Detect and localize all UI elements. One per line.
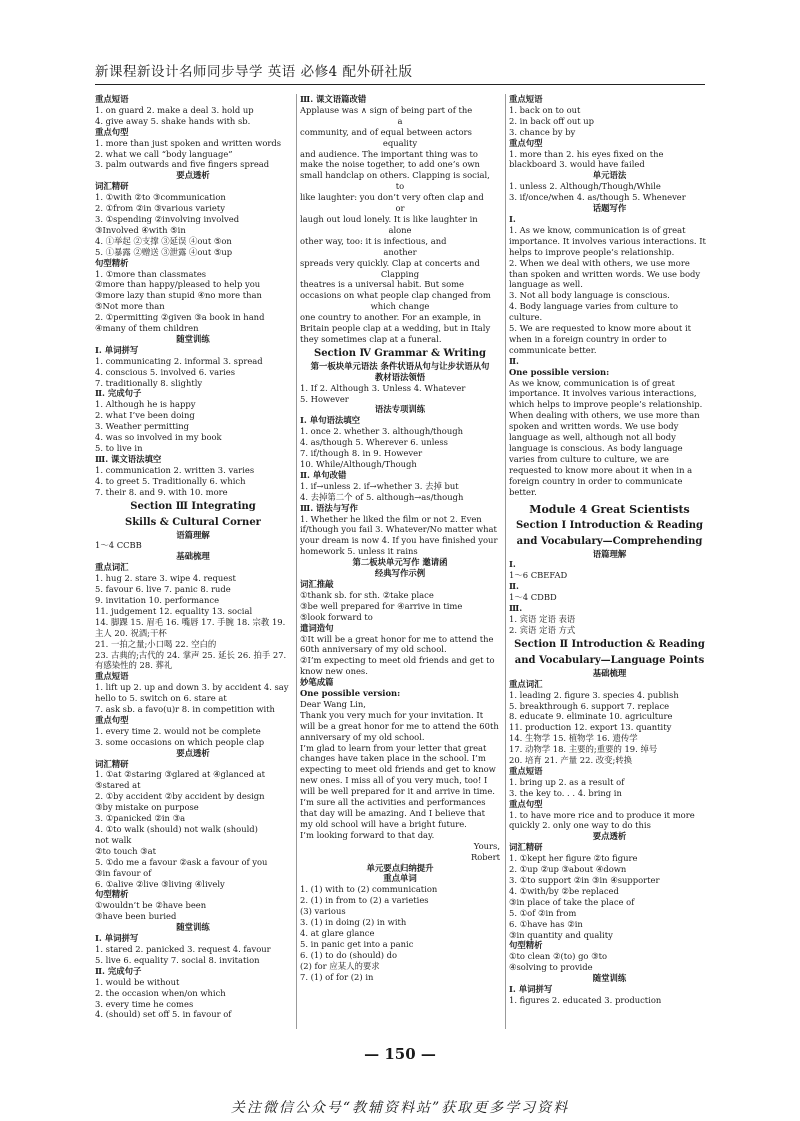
col2-line: ②I’m expecting to meet old friends and get to know new ones. (300, 655, 495, 677)
col2-line: 1. (1) with to (2) communication (300, 884, 438, 895)
col3-line: 8. educate 9. eliminate 10. agriculture (509, 711, 673, 722)
col3-line: 4. Body language varies from culture to culture. (509, 301, 679, 323)
col1-line: 1. communication 2. written 3. varies (95, 464, 255, 475)
col2-line: theatres is a universal habit. But some occasions on what people clap changed from (300, 279, 491, 301)
col3-line: 2. 宾语 定语 方式 (509, 624, 576, 635)
col1-line: 1. ①with ②to ③communication (95, 192, 226, 203)
col2-line: like laughter: you don’t very often clap and (300, 192, 484, 203)
col2-line: 第二板块单元写作 邀请函 (352, 557, 448, 568)
col2-line: 2. (1) in from to (2) a varieties (300, 895, 429, 906)
col3-line: 3. chance by by (509, 126, 576, 137)
col3-line: 3. if/once/when 4. as/though 5. Whenever (509, 192, 686, 203)
col2-line: 单元要点归纳提升 (366, 862, 434, 873)
col1-line: ③Involved ④with ⑤in (95, 224, 186, 235)
header-title: 新课程新设计名师同步导学 英语 必修4 配外研社版 (95, 64, 413, 80)
col3-line: and Vocabulary—Comprehending (516, 535, 703, 547)
col3-line: 1～4 CDBD (509, 592, 557, 603)
col2-line: spreads very quickly. Clap at concerts and (300, 257, 480, 268)
col1-line: 1～4 CCBB (95, 540, 142, 551)
col1-line: 5. live 6. equality 7. social 8. invitation (95, 954, 260, 965)
col3-line: 14. 生物学 15. 植物学 16. 遗传学 (509, 733, 638, 744)
col1-line: 词汇精研 (95, 181, 129, 192)
col1-line: Skills & Cultural Corner (125, 516, 261, 528)
col2-line: 1. if→unless 2. if→whether 3. 去掉 but (300, 480, 459, 491)
col3-line: 单元语法 (592, 170, 627, 181)
col2-line: a (397, 115, 403, 126)
col1-line: 3. ①spending ②involving involved (95, 213, 240, 224)
col3-line: 1. As we know, communication is of great importance. It involves various interactions. It helps to improve people’s relationship. (509, 224, 706, 257)
col2-line: One possible version: (300, 688, 401, 699)
col2-line: one country to another. For an example, in Britain people clap at a wedding, but in Italy they sometimes clap at a funeral. (300, 312, 491, 344)
col1-line: 2. what we call “body language” (95, 148, 233, 159)
col2-line: Ⅱ. 单句改错 (300, 469, 347, 480)
col3-line: and Vocabulary—Language Points (514, 654, 705, 666)
col2-line: 7. (1) of for (2) in (300, 971, 374, 982)
col2-line: 遣词造句 (300, 622, 334, 633)
col1-line: 句型精析 (95, 257, 129, 268)
col2-line: Robert (470, 851, 500, 862)
col1-line: 1. hug 2. stare 3. wipe 4. request (95, 573, 236, 584)
col3-line: Module 4 Great Scientists (529, 502, 690, 516)
col3-line: 1. ①kept her figure ②to figure (509, 853, 638, 864)
col2-line: equality (382, 137, 418, 148)
column-divider-2 (505, 94, 506, 1029)
col3-line: 重点句型 (509, 137, 543, 148)
col3-line: ③in place of take the place of (509, 896, 635, 907)
col2-line: alone (388, 224, 412, 235)
col2-line: Thank you very much for your invitation. It will be a great honor for me to attend the 60th anniversary of my old school. (300, 709, 499, 742)
col2-line: community, and of equal between actors (300, 126, 472, 137)
col1-line: 3. some occasions on which people clap (95, 736, 265, 747)
col1-line: ③in favour of (95, 867, 152, 878)
col3-line: 1. figures 2. educated 3. production (509, 994, 662, 1005)
col1-line: 11. judgement 12. equality 13. social (95, 605, 253, 616)
col1-line: ③have been buried (95, 911, 177, 922)
footer-note: 关注微信公众号“教辅资料站”获取更多学习资料 (230, 1100, 570, 1116)
col3-line: 5. breakthrough 6. support 7. replace (509, 700, 670, 711)
col2-line: ⑤look forward to (300, 611, 373, 622)
col1-line: 23. 古典的;古代的 24. 掌声 25. 延长 26. 拍手 27. 有感染性的 28. 葬礼 (95, 649, 287, 671)
col1-line: Ⅱ. 完成句子 (95, 965, 142, 976)
col1-line: 6. ①alive ②live ③living ④lively (95, 878, 225, 889)
col1-line: 2. the occasion when/on which (95, 987, 226, 998)
col2-line: 1. Whether he liked the film or not 2. Even if/though you fail 3. Whatever/No matter what your dream is now 4. If you have finished your homework 5. unless it rains (300, 513, 498, 557)
col3-line: 重点短语 (509, 765, 543, 776)
col2-line: laugh out loud lonely. It is like laughter in (300, 213, 478, 224)
col3-line: 17. 动物学 18. 主要的;重要的 19. 绰号 (509, 744, 658, 755)
col3-line: One possible version: (509, 366, 610, 377)
col1-line: not walk (95, 834, 132, 845)
col1-line: 1. on guard 2. make a deal 3. hold up (95, 104, 254, 115)
col2-line: 语法专项训练 (374, 404, 426, 415)
col3-line: 随堂训练 (592, 973, 627, 984)
col1-line: 随堂训练 (176, 333, 210, 344)
col1-line: ⑤Not more than (95, 301, 165, 312)
col1-line: Ⅰ. 单词拼写 (95, 933, 139, 944)
col1-line: 重点短语 (95, 671, 129, 682)
col1-line: 2. ①permitting ②given ③a book in hand (95, 312, 265, 323)
col1-line: 词汇精研 (95, 758, 129, 769)
page-header (95, 62, 705, 85)
col2-line: and audience. The important thing was to make the noise together, to add one’s own small handclap on others. Clapping is social, (300, 148, 490, 181)
column-right (509, 94, 710, 1044)
col2-line: 4. at glare glance (300, 927, 375, 938)
col1-line: ④many of them children (95, 323, 199, 334)
col2-line: another (383, 246, 417, 257)
col3-line: ④solving to provide (509, 962, 593, 973)
col1-line: 重点句型 (95, 714, 129, 725)
col2-line: which change (370, 301, 430, 312)
col3-line: 4. ①with/by ②be replaced (509, 885, 619, 896)
col3-line: 1. bring up 2. as a result of (509, 776, 625, 787)
col1-line: ③more lazy than stupid ④no more than (95, 290, 262, 301)
col1-line: 4. (should) set off 5. in favour of (95, 1009, 232, 1020)
col2-line: 经典写作示例 (374, 568, 426, 579)
col3-line: 3. the key to. . . 4. bring in (509, 787, 622, 798)
col3-line: 1. unless 2. Although/Though/While (509, 181, 661, 192)
col1-line: 1. every time 2. would not be complete (95, 725, 261, 736)
col3-line: 语篇理解 (592, 548, 627, 559)
col3-line: 句型精析 (509, 940, 543, 951)
col3-line: ①to clean ②(to) go ③to (509, 951, 608, 962)
col2-line: 6. (1) to do (should) do (300, 949, 398, 960)
col1-line: 2. ①by accident ②by accident by design (95, 791, 265, 802)
col2-line: Ⅲ. 课文语篇改错 (300, 94, 367, 104)
col1-line: 7. traditionally 8. slightly (95, 377, 203, 388)
col2-line: ①It will be a great honor for me to attend the 60th anniversary of my old school. (300, 633, 494, 655)
col2-line: (2) for 应某人的要求 (300, 960, 380, 971)
col3-line: 2. in back off out up (509, 115, 595, 126)
col3-line: ③in quantity and quality (509, 929, 613, 940)
col2-line: I’m looking forward to that day. (300, 829, 435, 840)
col3-line: 5. ①of ②in from (509, 907, 577, 918)
col1-line: 1. ①at ②staring ③glared at ④glanced at (95, 769, 265, 780)
col1-line: 5. to live in (95, 443, 143, 453)
col2-line: 重点单词 (383, 873, 417, 884)
col1-line: 要点透析 (176, 747, 210, 758)
column-left (95, 94, 291, 1044)
col1-line: 重点句型 (95, 126, 129, 137)
col1-line: 21. 一拍之量;小口喝 22. 空白的 (95, 638, 217, 649)
col2-line: Ⅰ. 单句语法填空 (300, 415, 360, 426)
col3-line: 11. production 12. export 13. quantity (509, 722, 672, 733)
col2-line: other way, too: it is infectious, and (300, 235, 447, 246)
col1-line: 14. 脚踝 15. 眉毛 16. 嘴唇 17. 手腕 18. 宗教 19. 主人 20. 祝酒;干杯 (95, 616, 286, 638)
col1-line: 3. ①panicked ②in ③a (95, 813, 186, 824)
col3-line: 1. to have more rice and to produce it more quickly 2. only one way to do this (509, 809, 695, 831)
col1-line: 4. give away 5. shake hands with sb. (95, 115, 251, 126)
col2-line: 词汇推敲 (300, 578, 334, 589)
col1-line: 随堂训练 (176, 922, 210, 933)
column-middle (300, 94, 500, 1044)
col1-line: 重点短语 (95, 94, 129, 104)
col2-line: to (395, 181, 405, 192)
col3-line: 重点句型 (509, 798, 543, 809)
page-number: — 150 — (364, 1045, 436, 1063)
col2-line: 10. While/Although/Though (300, 459, 417, 469)
col2-line: 4. as/though 5. Wherever 6. unless (300, 437, 448, 448)
col3-line: 5. We are requested to know more about it when in a foreign country in order to communicate better. (509, 323, 692, 355)
col1-line: 基础梳理 (176, 551, 210, 562)
col1-line: 4. to greet 5. Traditionally 6. which (95, 475, 246, 486)
col2-line: Ⅲ. 语法与写作 (300, 502, 358, 513)
col3-line: 重点词汇 (509, 678, 543, 689)
col2-line: Dear Wang Lin, (300, 698, 366, 709)
col1-line: 1. would be without (95, 976, 180, 987)
col1-line: 1. ①more than classmates (95, 268, 207, 279)
col1-line: 4. conscious 5. involved 6. varies (95, 366, 236, 377)
col3-line: 3. ①to support ②in ③in ④supporter (509, 875, 660, 885)
col3-line: 要点透析 (592, 831, 627, 842)
col3-line: 1～6 CBEFAD (509, 570, 568, 581)
col2-line: (3) various (300, 906, 346, 917)
col1-line: ②to touch ③at (95, 845, 156, 856)
col1-line: 1. communicating 2. informal 3. spread (95, 355, 263, 366)
col2-line: Yours, (473, 840, 500, 851)
col1-line: 7. ask sb. a favo(u)r 8. in competition with (95, 704, 275, 715)
col2-line: ①thank sb. for sth. ②take place (300, 589, 434, 600)
col1-line: Ⅰ. 单词拼写 (95, 344, 139, 355)
col2-line: 1. If 2. Although 3. Unless 4. Whatever (300, 382, 466, 393)
col1-line: 4. was so involved in my book (95, 432, 222, 443)
col2-line: I’m glad to learn from your letter that great changes have taken place in the school. I’m expecting to meet old friends and get to know new ones. I miss all of you very much, too! I will be well prepared for it and arrive in time. I’m sure all the activities and performances that day will be amazing. And I believe that my old school will have a bright future. (300, 742, 496, 829)
col1-line: 4. ①举起 ②支撑 ③延误 ④out ⑤on (95, 235, 232, 246)
col2-line: 教材语法领悟 (374, 371, 426, 382)
col1-line: Ⅲ. 课文语法填空 (95, 453, 162, 464)
col3-line: Section Ⅰ Introduction & Reading (515, 519, 704, 531)
col1-line: Ⅱ. 完成句子 (95, 388, 142, 399)
col1-line: 1. more than just spoken and written words (95, 137, 282, 148)
col1-line: 2. what I’ve been doing (95, 410, 195, 421)
col1-line: 要点透析 (176, 170, 210, 181)
col3-line: 词汇精研 (509, 842, 543, 853)
col2-line: 1. once 2. whether 3. although/though (300, 426, 463, 437)
col2-line: 4. 去掉第二个 of 5. although→as/though (300, 491, 464, 502)
col3-line: 基础梳理 (592, 667, 627, 678)
col2-line: 第一板块单元语法 条件状语从句与让步状语从句 (310, 360, 490, 371)
col2-line: Section Ⅳ Grammar & Writing (313, 347, 487, 359)
col1-line: 语篇理解 (176, 529, 210, 540)
col2-line: Clapping (380, 268, 420, 279)
col2-line: 妙笔成篇 (300, 677, 334, 688)
col1-line: 5. ①暴露 ②赠送 ③泄露 ④out ⑤up (95, 246, 233, 257)
col3-line: 2. When we deal with others, we use more than spoken and written words. We use body language as well. (509, 257, 701, 290)
col1-line: 1. Although he is happy (95, 399, 196, 410)
col3-line: Section Ⅱ Introduction & Reading (514, 638, 705, 650)
col1-line: 1. lift up 2. up and down 3. by accident 4. say hello to 5. switch on 6. stare at (95, 682, 289, 704)
col3-line: Ⅲ. (509, 603, 523, 614)
col3-line: Ⅰ. (509, 559, 516, 570)
col1-line: 句型精析 (95, 889, 129, 900)
col1-line: ⑤stared at (95, 780, 141, 791)
col2-line: 5. in panic get into a panic (300, 938, 414, 949)
col2-line: 3. (1) in doing (2) in with (300, 917, 407, 928)
col3-line: Ⅰ. (509, 213, 516, 224)
col1-line: 2. ①from ②in ③various variety (95, 203, 225, 214)
col3-line: 话题写作 (592, 203, 627, 214)
col3-line: 重点短语 (509, 94, 543, 104)
col1-line: 7. their 8. and 9. with 10. more (95, 486, 228, 497)
col3-line: Ⅱ. (509, 581, 519, 592)
col3-line: 1. back on to out (509, 104, 581, 115)
col1-line: 3. every time he comes (95, 998, 194, 1009)
col1-line: ①wouldn’t be ②have been (95, 900, 207, 911)
col1-line: 3. palm outwards and five fingers spread (95, 159, 270, 170)
col2-line: Applause was ∧ sign of being part of the (300, 104, 473, 115)
col3-line: Ⅰ. 单词拼写 (509, 984, 553, 995)
col2-line: or (395, 203, 405, 214)
col3-line: 3. Not all body language is conscious. (509, 290, 670, 301)
col2-line: 5. However (300, 393, 349, 404)
col1-line: 重点词汇 (95, 562, 129, 573)
col3-line: 20. 培育 21. 产量 22. 改变;转换 (509, 755, 633, 766)
col1-line: 3. Weather permitting (95, 421, 190, 432)
column-divider-1 (296, 94, 297, 1029)
col3-line: 1. leading 2. figure 3. species 4. publish (509, 689, 679, 700)
col3-line: As we know, communication is of great importance. It involves various interactions, which helps to improve people’s relationship. When dealing with others, we use more than spoken and written words. We use body language as well, although not all body language is conscious. As body language varies from culture to culture, we are requested to know more about it when in a foreign country in order to communicate better. (509, 377, 703, 497)
col1-line: 1. stared 2. panicked 3. request 4. favour (95, 943, 271, 954)
col1-line: 5. ①do me a favour ②ask a favour of you (95, 856, 268, 867)
col3-line: Ⅱ. (509, 355, 519, 366)
col1-line: 5. favour 6. live 7. panic 8. rude (95, 584, 231, 595)
col1-line: Section Ⅲ Integrating (130, 500, 256, 512)
col2-line: 7. if/though 8. in 9. However (300, 448, 423, 459)
col3-line: 2. ①up ②up ③about ④down (509, 864, 627, 875)
col3-line: 6. ①have has ②in (509, 918, 583, 929)
col1-line: 4. ①to walk (should) not walk (should) (95, 824, 258, 834)
col3-line: 1. more than 2. his eyes fixed on the blackboard 3. would have failed (509, 148, 664, 170)
col3-line: 1. 宾语 定语 表语 (509, 613, 576, 624)
col1-line: ②more than happy/pleased to help you (95, 279, 261, 290)
col1-line: 9. invitation 10. performance (95, 594, 220, 605)
col1-line: ③by mistake on purpose (95, 802, 199, 813)
col2-line: ③be well prepared for ④arrive in time (300, 600, 463, 611)
